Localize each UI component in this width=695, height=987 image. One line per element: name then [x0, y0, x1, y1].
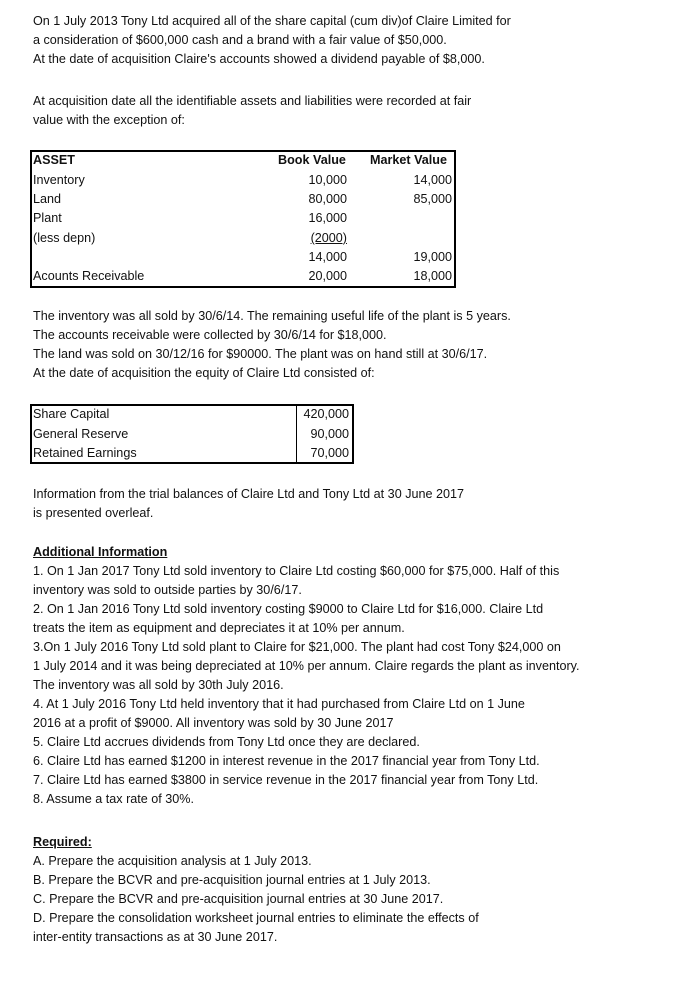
asset-row-label: Inventory	[33, 173, 85, 187]
fair-value-line: value with the exception of:	[33, 113, 185, 127]
equity-value: 70,000	[310, 446, 349, 460]
trial-line: is presented overleaf.	[33, 506, 154, 520]
additional-line: treats the item as equipment and depreciates it at 10% per annum.	[33, 621, 405, 635]
asset-row-label: Land	[33, 192, 62, 206]
intro-line: On 1 July 2013 Tony Ltd acquired all of the share capital (cum div)of Claire Limited for	[33, 14, 511, 28]
note-line: The accounts receivable were collected by 30/6/14 for $18,000.	[33, 328, 387, 342]
asset-row-market: 85,000	[413, 192, 452, 206]
asset-row-market: 14,000	[413, 173, 452, 187]
intro-line: a consideration of $600,000 cash and a brand with a fair value of $50,000.	[33, 33, 447, 47]
required-line: B. Prepare the BCVR and pre-acquisition journal entries at 1 July 2013.	[33, 873, 431, 887]
asset-row-book: (2000)	[310, 231, 347, 245]
note-line: The land was sold on 30/12/16 for $90000. The plant was on hand still at 30/6/17.	[33, 347, 488, 361]
asset-header: ASSET	[33, 153, 75, 167]
note-line: The inventory was all sold by 30/6/14. The remaining useful life of the plant is 5 years.	[33, 309, 511, 323]
required-line: C. Prepare the BCVR and pre-acquisition journal entries at 30 June 2017.	[33, 892, 444, 906]
additional-line: 3.On 1 July 2016 Tony Ltd sold plant to Claire for $21,000. The plant had cost Tony $24,000 on	[33, 640, 561, 654]
trial-balance-note	[33, 485, 464, 523]
asset-row-book: 14,000	[308, 250, 347, 264]
equity-divider	[296, 404, 297, 462]
additional-line: 2016 at a profit of $9000. All inventory was sold by 30 June 2017	[33, 716, 394, 730]
additional-line: inventory was sold to outside parties by 30/6/17.	[33, 583, 302, 597]
asset-row-label: Plant	[33, 211, 62, 225]
asset-row-label: Acounts Receivable	[33, 269, 145, 283]
additional-line: 4. At 1 July 2016 Tony Ltd held inventory that it had purchased from Claire Ltd on 1 June	[33, 697, 525, 711]
book-value-header: Book Value	[278, 153, 346, 167]
required-section	[33, 833, 479, 947]
additional-title: Additional Information	[33, 545, 168, 559]
required-title: Required:	[33, 835, 92, 849]
additional-line: 8. Assume a tax rate of 30%.	[33, 792, 195, 806]
additional-line: 6. Claire Ltd has earned $1200 in interest revenue in the 2017 financial year from Tony Ltd.	[33, 754, 540, 768]
fair-value-line: At acquisition date all the identifiable assets and liabilities were recorded at fair	[33, 94, 472, 108]
equity-label: Share Capital	[33, 407, 110, 421]
market-value-header: Market Value	[370, 153, 448, 167]
note-line: At the date of acquisition the equity of Claire Ltd consisted of:	[33, 366, 375, 380]
equity-label: General Reserve	[33, 427, 129, 441]
asset-row-market: 18,000	[413, 269, 452, 283]
intro-line: At the date of acquisition Claire's accounts showed a dividend payable of $8,000.	[33, 52, 485, 66]
asset-row-book: 20,000	[308, 269, 347, 283]
equity-label: Retained Earnings	[33, 446, 137, 460]
intro-paragraph	[33, 12, 511, 69]
asset-row-market: 19,000	[413, 250, 452, 264]
fair-value-note	[33, 92, 471, 130]
additional-line: The inventory was all sold by 30th July 2016.	[33, 678, 284, 692]
post-acquisition-notes	[33, 307, 511, 383]
equity-value: 90,000	[310, 427, 349, 441]
asset-row-book: 16,000	[308, 211, 347, 225]
additional-line: 7. Claire Ltd has earned $3800 in service revenue in the 2017 financial year from Tony Ltd.	[33, 773, 539, 787]
additional-information	[33, 543, 580, 809]
asset-row-book: 10,000	[308, 173, 347, 187]
required-line: D. Prepare the consolidation worksheet journal entries to eliminate the effects of	[33, 911, 479, 925]
required-line: inter-entity transactions as at 30 June 2017.	[33, 930, 278, 944]
asset-row-book: 80,000	[308, 192, 347, 206]
additional-line: 2. On 1 Jan 2016 Tony Ltd sold inventory costing $9000 to Claire Ltd for $16,000. Claire Ltd	[33, 602, 544, 616]
additional-line: 5. Claire Ltd accrues dividends from Tony Ltd once they are declared.	[33, 735, 420, 749]
equity-value: 420,000	[303, 407, 349, 421]
asset-row-label: (less depn)	[33, 231, 96, 245]
additional-line: 1. On 1 Jan 2017 Tony Ltd sold inventory to Claire Ltd costing $60,000 for $75,000. Half of this	[33, 564, 560, 578]
additional-line: 1 July 2014 and it was being depreciated at 10% per annum. Claire regards the plant as inventory.	[33, 659, 580, 673]
required-line: A. Prepare the acquisition analysis at 1 July 2013.	[33, 854, 312, 868]
trial-line: Information from the trial balances of Claire Ltd and Tony Ltd at 30 June 2017	[33, 487, 465, 501]
